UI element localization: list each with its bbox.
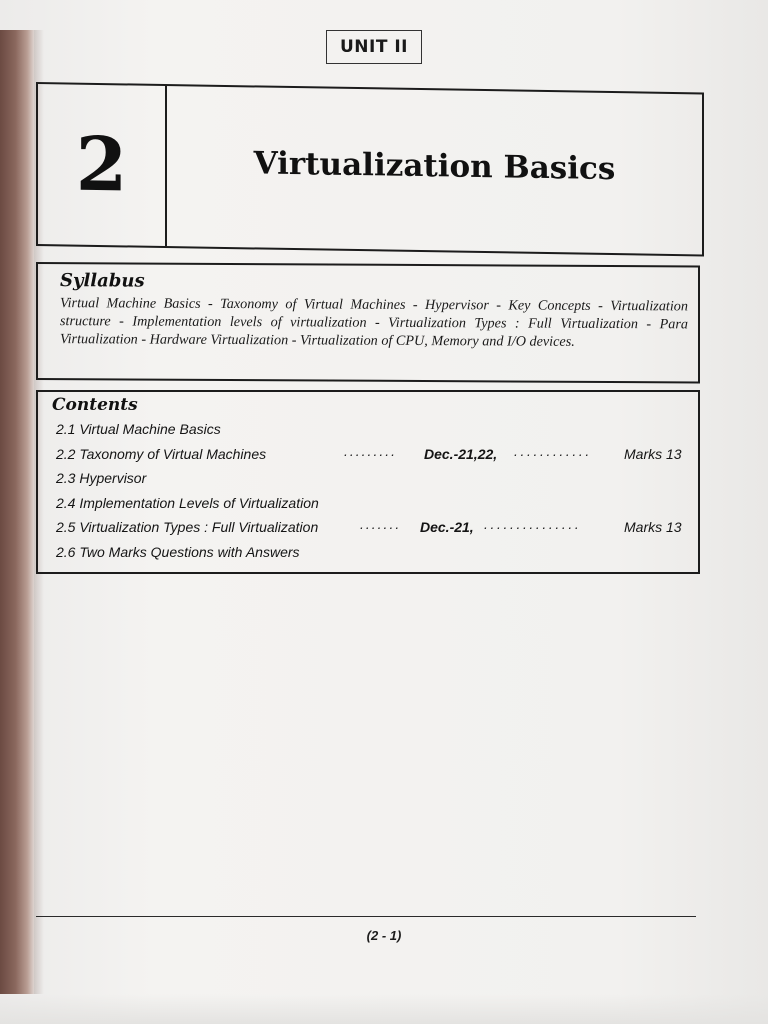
contents-item-title: 2.1 Virtual Machine Basics — [56, 421, 221, 437]
contents-item-title: 2.5 Virtualization Types : Full Virtualization — [56, 519, 319, 535]
contents-item-marks: Marks 13 — [624, 519, 682, 535]
contents-item-marks: Marks 13 — [624, 445, 682, 462]
chapter-header-box — [36, 82, 704, 256]
contents-item[interactable] — [52, 515, 688, 540]
contents-list — [52, 417, 688, 564]
page-bottom-shade — [0, 994, 768, 1024]
contents-item-title: 2.4 Implementation Levels of Virtualization — [56, 494, 319, 511]
contents-item[interactable] — [52, 442, 688, 467]
syllabus-text: Virtual Machine Basics - Taxonomy of Virtual Machines - Hypervisor - Key Concepts - Virtualization structure - Implementation levels of virtualization - Virtualization Types : Full Virtualization - Para Virtualization - Hardware Virtualization - Virtualization of CPU, Memory and I/O devices. — [60, 295, 688, 350]
dot-leader: ....... — [360, 516, 402, 532]
dot-leader: ............... — [484, 516, 582, 532]
contents-item-title: 2.6 Two Marks Questions with Answers — [56, 543, 300, 560]
contents-item-exam: Dec.-21,22, — [424, 445, 498, 462]
syllabus-box — [36, 262, 700, 383]
page-number: (2 - 1) — [366, 928, 402, 943]
unit-label: UNIT II — [326, 30, 422, 64]
contents-item[interactable] — [52, 540, 688, 565]
contents-item-exam: Dec.-21, — [420, 519, 474, 535]
chapter-number: 2 — [38, 84, 167, 246]
contents-item-title: 2.2 Taxonomy of Virtual Machines — [56, 445, 267, 462]
dot-leader: ............ — [514, 442, 592, 459]
footer-rule — [36, 916, 696, 917]
dot-leader: ......... — [344, 442, 398, 459]
contents-heading: Contents — [52, 395, 138, 415]
chapter-title: Virtualization Basics — [253, 145, 616, 188]
contents-box — [36, 390, 700, 574]
book-binding-edge — [0, 30, 34, 994]
syllabus-heading: Syllabus — [60, 270, 145, 292]
contents-item-title: 2.3 Hypervisor — [56, 470, 147, 486]
contents-item[interactable] — [52, 466, 688, 491]
